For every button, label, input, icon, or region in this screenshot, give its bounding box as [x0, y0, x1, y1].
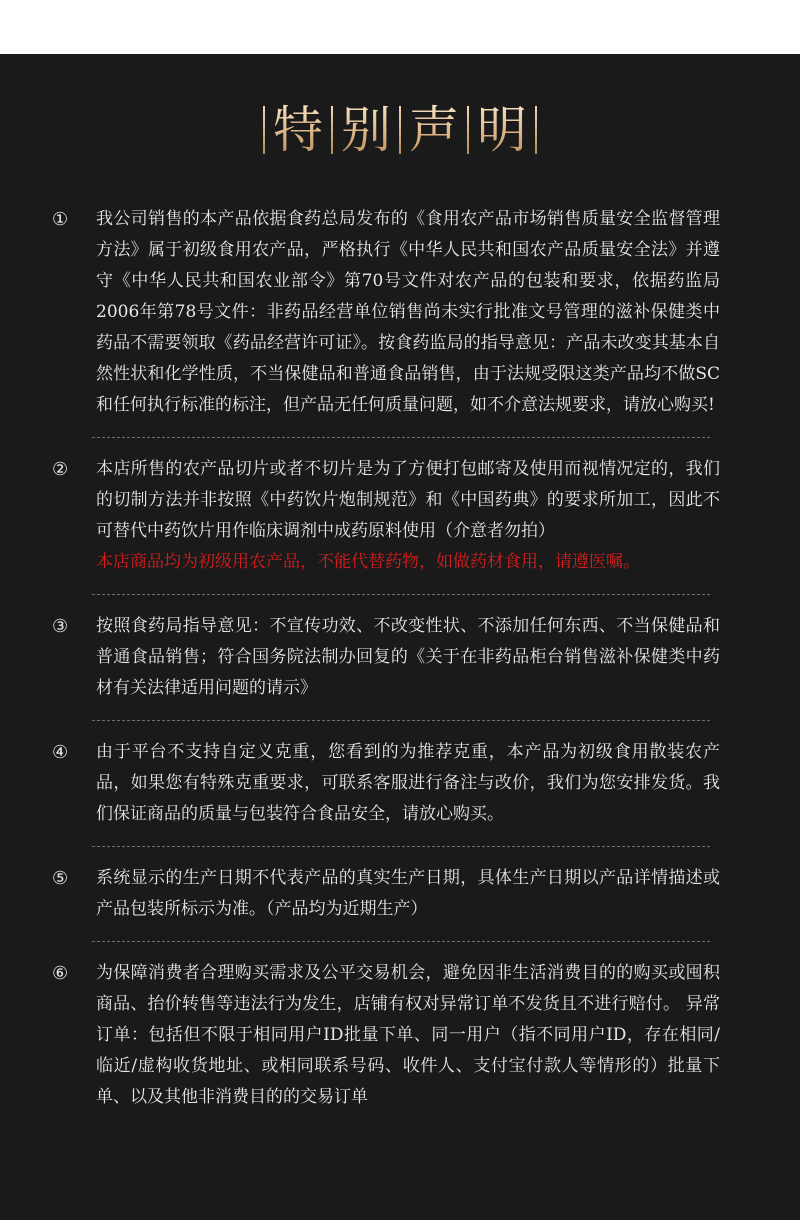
- dashed-divider: [92, 437, 710, 438]
- title-divider: [535, 106, 537, 154]
- title-divider: [399, 106, 401, 154]
- item-text: 为保障消费者合理购买需求及公平交易机会，避免因非生活消费目的的购买或囤积商品、抬价转售等违法行为发生，店铺有权对异常订单不发货且不进行赔付。 异常订单：包括但不限于相同用户ID批量下单、同一用户（指不同用户ID，存在相同/临近/虚构收货地址、或相同联系号码、收件人、支付宝付款人等情形的）批量下单、以及其他非消费目的的交易订单: [96, 963, 720, 1107]
- dashed-divider: [92, 846, 710, 847]
- top-white-strip: [0, 0, 800, 54]
- item-text: 由于平台不支持自定义克重，您看到的为推荐克重，本产品为初级食用散装农产品，如果您有特殊克重要求，可联系客服进行备注与改价，我们为您安排发货。我们保证商品的质量与包装符合食品安全，请放心购买。: [96, 742, 720, 824]
- declaration-item-6: [0, 958, 800, 1113]
- item-warning: 本店商品均为初级用农产品，不能代替药物，如做药材食用，请遵医嘱。: [96, 552, 640, 572]
- title-divider: [331, 106, 333, 154]
- dashed-divider: [92, 941, 710, 942]
- title-char: 别: [341, 101, 391, 159]
- item-text: 系统显示的生产日期不代表产品的真实生产日期，具体生产日期以产品详情描述或产品包装所标示为准。（产品均为近期生产）: [96, 868, 720, 919]
- declaration-item-1: [0, 204, 800, 421]
- page-title: [0, 100, 800, 160]
- item-number: ④: [52, 742, 69, 763]
- title-divider: [263, 106, 265, 154]
- item-number: ②: [52, 459, 69, 480]
- item-number: ⑥: [52, 963, 69, 984]
- dashed-divider: [92, 720, 710, 721]
- title-row: [255, 100, 545, 160]
- item-number: ③: [52, 616, 69, 637]
- title-divider: [467, 106, 469, 154]
- declaration-panel: [0, 54, 800, 1220]
- declaration-list: [0, 204, 800, 1113]
- dashed-divider: [92, 594, 710, 595]
- declaration-item-5: [0, 863, 800, 925]
- item-text: 本店所售的农产品切片或者不切片是为了方便打包邮寄及使用而视情况定的，我们的切制方法并非按照《中药饮片炮制规范》和《中国药典》的要求所加工，因此不可替代中药饮片用作临床调剂中成药原料使用（介意者勿拍）: [96, 459, 720, 541]
- declaration-item-3: [0, 611, 800, 704]
- item-number: ⑤: [52, 868, 69, 889]
- item-text: 按照食药局指导意见：不宣传功效、不改变性状、不添加任何东西、不当保健品和普通食品销售；符合国务院法制办回复的《关于在非药品柜台销售滋补保健类中药材有关法律适用问题的请示》: [96, 616, 720, 698]
- declaration-item-4: [0, 737, 800, 830]
- declaration-item-2: [0, 454, 800, 578]
- item-text: 我公司销售的本产品依据食药总局发布的《食用农产品市场销售质量安全监督管理方法》属于初级食用农产品，严格执行《中华人民共和国农产品质量安全法》并遵守《中华人民共和国农业部令》第70号文件对农产品的包装和要求，依据药监局2006年第78号文件：非药品经营单位销售尚未实行批准文号管理的滋补保健类中药品不需要领取《药品经营许可证》。按食药监局的指导意见：产品未改变其基本自然性状和化学性质，不当保健品和普通食品销售，由于法规受限这类产品均不做SC和任何执行标准的标注，但产品无任何质量问题，如不介意法规要求，请放心购买!: [96, 209, 720, 415]
- title-char: 特: [273, 101, 323, 159]
- title-char: 明: [477, 101, 527, 159]
- title-char: 声: [409, 101, 459, 159]
- item-number: ①: [52, 209, 69, 230]
